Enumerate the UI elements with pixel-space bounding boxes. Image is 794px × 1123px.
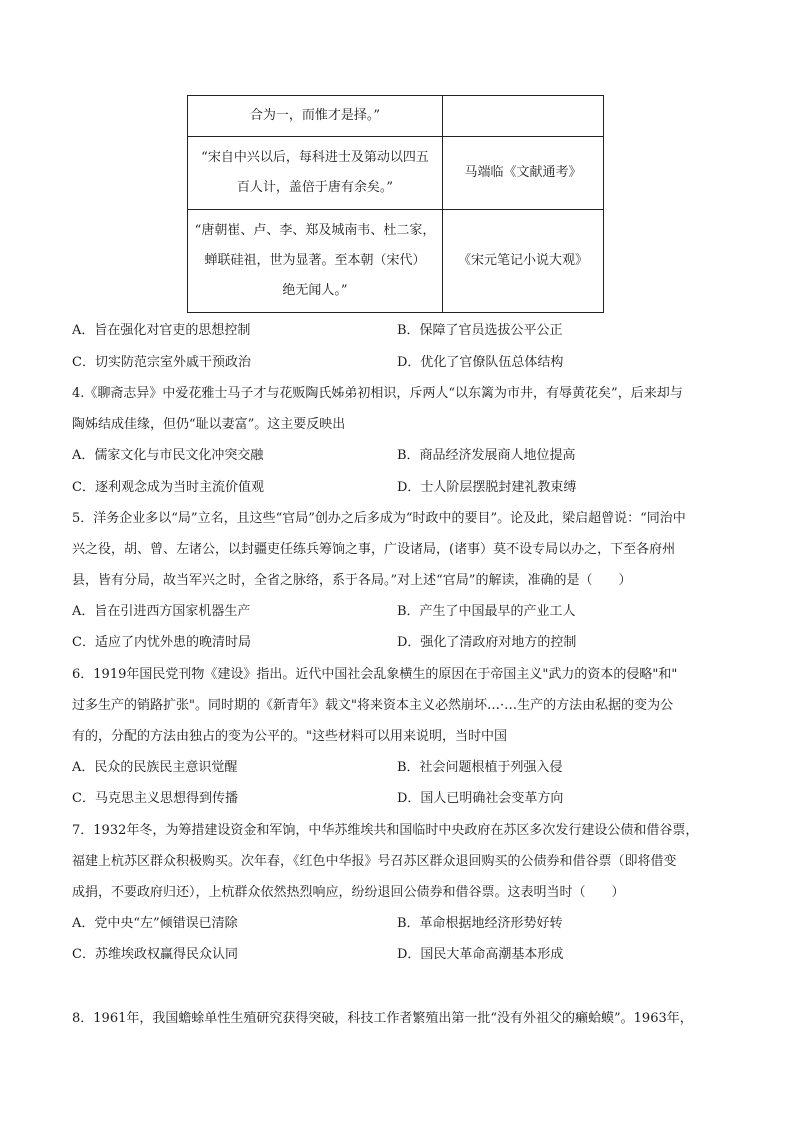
q5-option-c[interactable]: C．适应了内忧外患的晚清时局 <box>72 635 251 650</box>
q6-option-d[interactable]: D．国人已明确社会变革方向 <box>397 791 564 806</box>
q6-option-b[interactable]: B．社会问题根植于列强入侵 <box>397 760 563 775</box>
quote-line: 百人计，盖倍于唐有余矣。” <box>236 180 394 195</box>
q7-stem-line: 成捐，不要政府归还），上杭群众依然热烈响应，纷纷退回公债券和借谷票。这表明当时（ ） <box>72 885 625 900</box>
q6-stem-line: 6．1919年国民党刊物《建设》指出。近代中国社会乱象横生的原因在于帝国主义"武力的资本的侵略"和" <box>72 667 678 682</box>
q8-stem-line: 8．1961年，我国蟾蜍单性生殖研究获得突破，科技工作者繁殖出第一批“没有外祖父的癞蛤蟆”。1963年， <box>72 1011 693 1026</box>
quote-line: 蝉联硅祖，世为显著。至本朝（宋代） <box>204 253 426 268</box>
q6-stem-line: 过多生产的销路扩张"。同时期的《新青年》载文"将来资本主义必然崩坏…·…生产的方法由私据的变为公 <box>72 698 674 713</box>
q4-option-c[interactable]: C．逐利观念成为当时主流价值观 <box>72 480 264 495</box>
q3-option-d[interactable]: D．优化了官僚队伍总体结构 <box>397 355 564 370</box>
quote-line: “宋自中兴以后，每科进士及第动以四五 <box>201 150 429 165</box>
q3-option-b[interactable]: B．保障了官员选拔公平公正 <box>397 323 563 338</box>
table-cell-source <box>443 96 604 137</box>
q5-option-d[interactable]: D．强化了清政府对地方的控制 <box>397 635 577 650</box>
table-cell-quote <box>188 137 443 210</box>
table-cell-source: 马端临《文献通考》 <box>443 137 604 210</box>
quote-line: 合为一，而惟才是择。” <box>249 108 381 123</box>
q7-option-d[interactable]: D．国民大革命高潮基本形成 <box>397 947 564 962</box>
q4-stem-line: 4.《聊斋志异》中爱花雅士马子才与花贩陶氏姊弟初相识，斥两人“以东篱为市井，有辱黄花矣”，后来却与 <box>72 386 683 401</box>
table-cell-quote <box>188 96 443 137</box>
table-cell-source: 《宋元笔记小说大观》 <box>443 210 604 313</box>
q5-option-b[interactable]: B．产生了中国最早的产业工人 <box>397 604 576 619</box>
source-table <box>187 95 604 313</box>
q7-stem-line: 福建上杭苏区群众积极购买。次年春，《红色中华报》号召苏区群众退回购买的公债券和借谷票（即将借变 <box>72 854 677 869</box>
q6-stem-line: 有的，分配的方法由独占的变为公平的。"这些材料可以用来说明，当时中国 <box>72 729 507 744</box>
q6-option-a[interactable]: A．民众的民族民主意识觉醒 <box>72 760 238 775</box>
q4-option-d[interactable]: D．士人阶层摆脱封建礼教束缚 <box>397 480 577 495</box>
q4-stem-line: 陶姊结成佳缘，但仍“耻以妻富”。这主要反映出 <box>72 417 346 432</box>
q5-stem-line: 县，皆有分局，故当军兴之时，全省之脉络，系于各局。”对上述“官局”的解读，准确的是（ ） <box>72 573 632 588</box>
quote-line: 绝无闻人。” <box>282 283 348 298</box>
q5-option-a[interactable]: A．旨在引进西方国家机器生产 <box>72 604 251 619</box>
q5-stem-line: 5．洋务企业多以“局”立名，且这些“官局”创办之后多成为“时政中的要目”。论及此，梁启超曾说：“同治中 <box>72 511 686 526</box>
q5-stem-line: 兴之役，胡、曾、左诸公，以封疆吏任练兵筹饷之事，广设诸局，(诸事）莫不设专局以办之，下至各府州 <box>72 542 676 557</box>
table-cell-quote <box>188 210 443 313</box>
q7-option-a[interactable]: A．党中央“左”倾错误已清除 <box>72 916 238 931</box>
q7-option-b[interactable]: B．革命根据地经济形势好转 <box>397 916 563 931</box>
q4-option-b[interactable]: B．商品经济发展商人地位提高 <box>397 448 576 463</box>
table-row <box>188 137 604 210</box>
q3-option-c[interactable]: C．切实防范宗室外戚干预政治 <box>72 355 251 370</box>
quote-line: “唐朝崔、卢、李、郑及城南韦、杜二家， <box>194 223 436 238</box>
q6-option-c[interactable]: C．马克思主义思想得到传播 <box>72 791 238 806</box>
q4-option-a[interactable]: A．儒家文化与市民文化冲突交融 <box>72 448 264 463</box>
q3-option-a[interactable]: A．旨在强化对官吏的思想控制 <box>72 323 251 338</box>
q7-option-c[interactable]: C．苏维埃政权赢得民众认同 <box>72 947 238 962</box>
table-row <box>188 96 604 137</box>
q7-stem-line: 7．1932年冬，为筹措建设资金和军饷，中华苏维埃共和国临时中央政府在苏区多次发行建设公债和借谷票， <box>72 823 699 838</box>
table-row <box>188 210 604 313</box>
